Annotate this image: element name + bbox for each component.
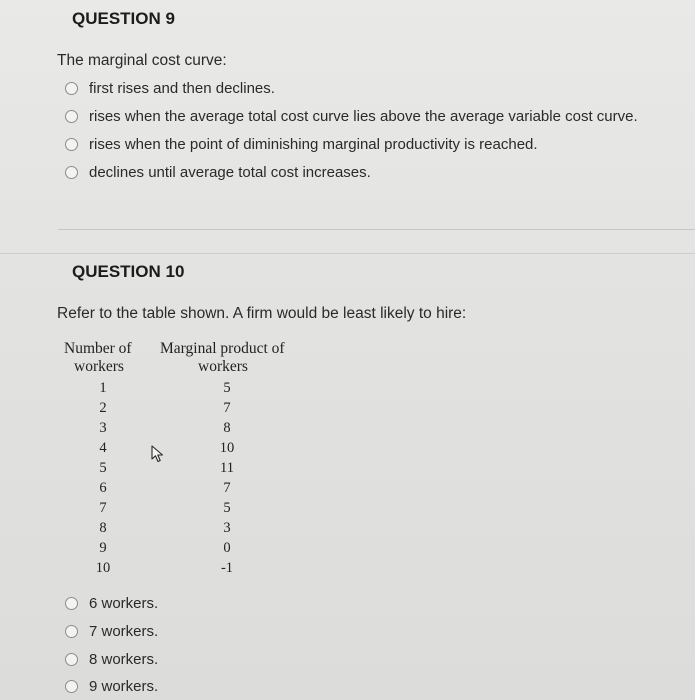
workers-cell: 4: [99, 440, 107, 456]
col2-header-line1: Marginal product of: [160, 340, 285, 357]
marginal-product-column: [210, 378, 244, 578]
question-10-prompt: Refer to the table shown. A firm would be least likely to hire:: [57, 305, 467, 322]
q9-option-2[interactable]: [65, 105, 638, 127]
marginal-product-cell: 8: [223, 420, 231, 436]
marginal-product-cell: 3: [223, 520, 231, 536]
mouse-pointer-icon: [150, 445, 166, 463]
workers-cell: 5: [99, 460, 107, 476]
q9-option-3[interactable]: [65, 133, 538, 155]
question-9-header: QUESTION 9: [72, 9, 175, 28]
marginal-product-cell: 0: [223, 540, 231, 556]
q10-option-2-radio[interactable]: [65, 625, 78, 638]
q9-option-1-radio[interactable]: [65, 82, 78, 95]
marginal-product-cell: 10: [219, 440, 235, 456]
q10-option-1-label: 6 workers.: [89, 594, 159, 612]
q9-option-2-label: rises when the average total cost curve lies above the average variable cost curve.: [89, 107, 638, 125]
q10-option-4[interactable]: [65, 675, 158, 697]
workers-column: [86, 378, 120, 578]
marginal-product-cell: -1: [220, 560, 234, 576]
question-10-header: QUESTION 10: [72, 262, 185, 281]
q10-option-2-label: 7 workers.: [89, 622, 159, 640]
q10-option-3-label: 8 workers.: [89, 650, 159, 668]
marginal-product-cell: 11: [220, 460, 234, 476]
col2-header-line2: workers: [198, 358, 248, 375]
q9-option-4-label: declines until average total cost increases.: [89, 163, 371, 181]
marginal-product-cell: 5: [223, 380, 231, 396]
marginal-product-cell: 5: [223, 500, 231, 516]
question-9-prompt: The marginal cost curve:: [57, 52, 227, 69]
q10-option-4-label: 9 workers.: [89, 677, 159, 695]
workers-cell: 10: [95, 560, 111, 576]
q9-option-3-label: rises when the point of diminishing marginal productivity is reached.: [89, 135, 538, 153]
q10-option-2[interactable]: [65, 620, 158, 642]
workers-cell: 9: [99, 540, 107, 556]
section-divider: [0, 253, 695, 254]
workers-cell: 7: [99, 500, 107, 516]
question-divider: [58, 229, 695, 230]
col1-header-line1: Number of: [64, 340, 132, 357]
q10-option-3[interactable]: [65, 648, 158, 670]
q10-option-3-radio[interactable]: [65, 653, 78, 666]
col1-header-line2: workers: [74, 358, 124, 375]
q10-option-1[interactable]: [65, 592, 158, 614]
q9-option-1[interactable]: [65, 77, 275, 99]
q10-option-1-radio[interactable]: [65, 597, 78, 610]
marginal-product-table: [64, 340, 314, 580]
marginal-product-cell: 7: [223, 480, 231, 496]
workers-cell: 2: [99, 400, 107, 416]
q9-option-2-radio[interactable]: [65, 110, 78, 123]
q9-option-4-radio[interactable]: [65, 166, 78, 179]
q9-option-3-radio[interactable]: [65, 138, 78, 151]
workers-cell: 6: [99, 480, 107, 496]
q9-option-4[interactable]: [65, 161, 371, 183]
workers-cell: 8: [99, 520, 107, 536]
q9-option-1-label: first rises and then declines.: [89, 79, 275, 97]
workers-cell: 1: [99, 380, 107, 396]
workers-cell: 3: [99, 420, 107, 436]
marginal-product-cell: 7: [223, 400, 231, 416]
q10-option-4-radio[interactable]: [65, 680, 78, 693]
